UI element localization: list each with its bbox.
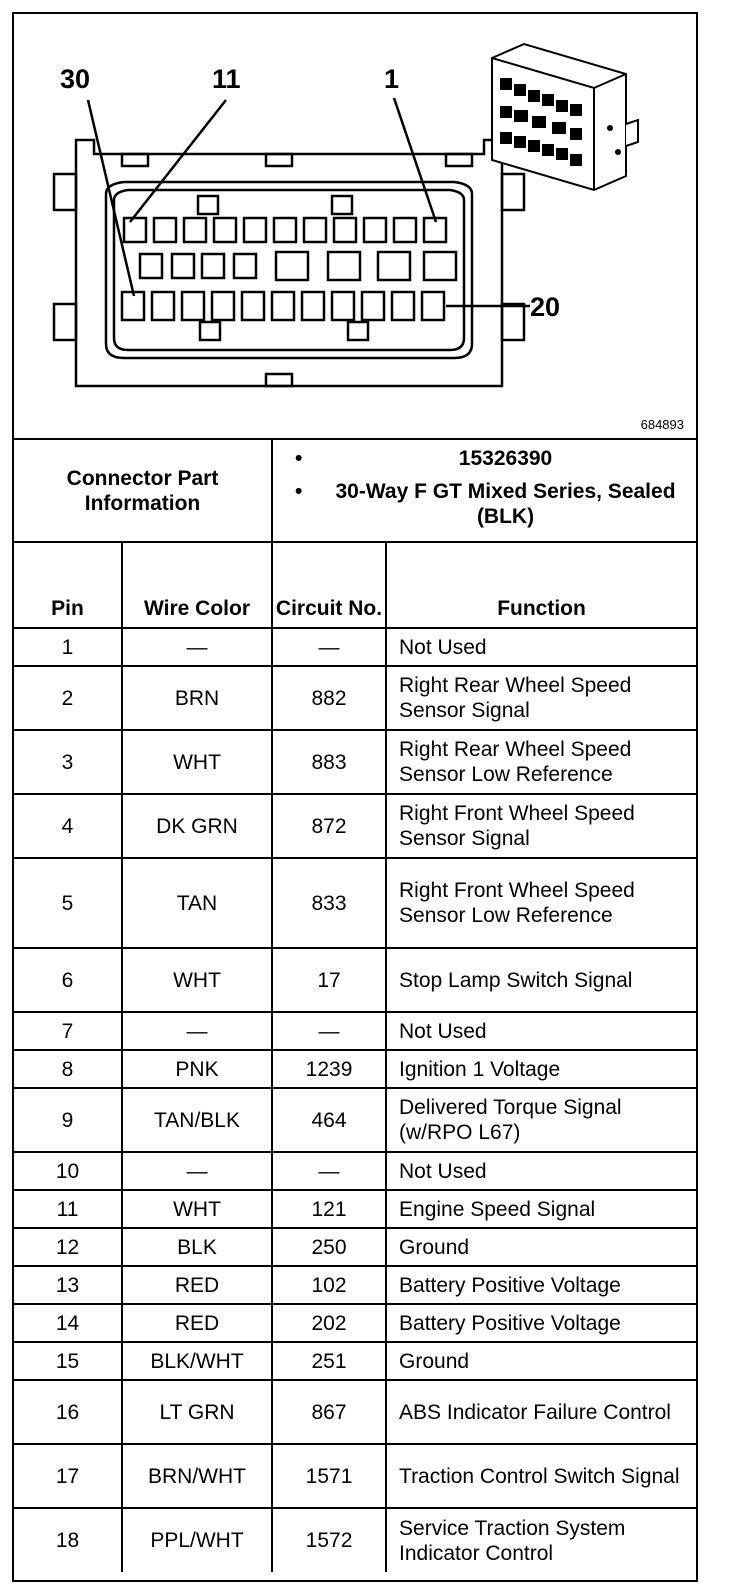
wire-color-cell: TAN/BLK — [122, 1088, 272, 1152]
callout-pin-20: 20 — [530, 292, 561, 322]
part-info-row — [14, 439, 696, 542]
pin-cell: 12 — [14, 1228, 122, 1266]
table-row — [14, 1190, 696, 1228]
wire-color-cell: — — [122, 1152, 272, 1190]
wire-color-cell: — — [122, 628, 272, 666]
table-row — [14, 948, 696, 1012]
function-cell: Right Rear Wheel Speed Sensor Signal — [386, 666, 696, 730]
circuit-no-cell: 883 — [272, 730, 386, 794]
table-row — [14, 858, 696, 948]
callout-pin-11: 11 — [212, 64, 241, 94]
header-function: Function — [386, 542, 696, 628]
connector-face-drawing — [14, 14, 696, 438]
wire-color-cell: — — [122, 1012, 272, 1050]
header-pin: Pin — [14, 542, 122, 628]
wire-color-cell: BRN — [122, 666, 272, 730]
table-row — [14, 1380, 696, 1444]
pin-cell: 13 — [14, 1266, 122, 1304]
wire-color-cell: WHT — [122, 730, 272, 794]
circuit-no-cell: — — [272, 628, 386, 666]
table-row — [14, 666, 696, 730]
circuit-no-cell: 202 — [272, 1304, 386, 1342]
function-cell: Delivered Torque Signal (w/RPO L67) — [386, 1088, 696, 1152]
pin-cell: 10 — [14, 1152, 122, 1190]
pin-cell: 15 — [14, 1342, 122, 1380]
header-wire-color: Wire Color — [122, 542, 272, 628]
connector-diagram — [14, 14, 696, 440]
pin-cell: 17 — [14, 1444, 122, 1508]
pin-cell: 11 — [14, 1190, 122, 1228]
wire-color-cell: WHT — [122, 948, 272, 1012]
table-row — [14, 1342, 696, 1380]
function-cell: Traction Control Switch Signal — [386, 1444, 696, 1508]
table-row — [14, 730, 696, 794]
wire-color-cell: DK GRN — [122, 794, 272, 858]
circuit-no-cell: — — [272, 1152, 386, 1190]
wire-color-cell: TAN — [122, 858, 272, 948]
wire-color-cell: BLK — [122, 1228, 272, 1266]
part-number: • 15326390 — [315, 446, 696, 471]
pin-cell: 18 — [14, 1508, 122, 1572]
figure-number: 684893 — [640, 417, 684, 432]
circuit-no-cell: — — [272, 1012, 386, 1050]
function-cell: Not Used — [386, 1152, 696, 1190]
table-row — [14, 1444, 696, 1508]
table-row — [14, 1012, 696, 1050]
table-row — [14, 1304, 696, 1342]
function-cell: Service Traction System Indicator Control — [386, 1508, 696, 1572]
circuit-no-cell: 882 — [272, 666, 386, 730]
table-row — [14, 794, 696, 858]
circuit-no-cell: 1239 — [272, 1050, 386, 1088]
table-row — [14, 1266, 696, 1304]
circuit-no-cell: 102 — [272, 1266, 386, 1304]
pin-cell: 14 — [14, 1304, 122, 1342]
wire-color-cell: PNK — [122, 1050, 272, 1088]
circuit-no-cell: 121 — [272, 1190, 386, 1228]
function-cell: Engine Speed Signal — [386, 1190, 696, 1228]
pinout-rows — [14, 628, 696, 1572]
function-cell: Ignition 1 Voltage — [386, 1050, 696, 1088]
table-row — [14, 628, 696, 666]
part-description: • 30-Way F GT Mixed Series, Sealed (BLK) — [315, 479, 696, 529]
function-cell: Not Used — [386, 1012, 696, 1050]
pin-cell: 7 — [14, 1012, 122, 1050]
wire-color-cell: BLK/WHT — [122, 1342, 272, 1380]
pin-cell: 1 — [14, 628, 122, 666]
pin-cell: 9 — [14, 1088, 122, 1152]
circuit-no-cell: 17 — [272, 948, 386, 1012]
circuit-no-cell: 250 — [272, 1228, 386, 1266]
circuit-no-cell: 872 — [272, 794, 386, 858]
wire-color-cell: RED — [122, 1266, 272, 1304]
circuit-no-cell: 833 — [272, 858, 386, 948]
function-cell: Ground — [386, 1342, 696, 1380]
pinout-table — [14, 438, 696, 1572]
function-cell: Battery Positive Voltage — [386, 1304, 696, 1342]
wire-color-cell: RED — [122, 1304, 272, 1342]
table-row — [14, 1152, 696, 1190]
pin-cell: 5 — [14, 858, 122, 948]
table-row — [14, 1508, 696, 1572]
header-circuit-no: Circuit No. — [272, 542, 386, 628]
function-cell: Battery Positive Voltage — [386, 1266, 696, 1304]
callout-pin-30: 30 — [60, 64, 91, 94]
pin-cell: 6 — [14, 948, 122, 1012]
function-cell: Stop Lamp Switch Signal — [386, 948, 696, 1012]
wire-color-cell: BRN/WHT — [122, 1444, 272, 1508]
pin-cell: 16 — [14, 1380, 122, 1444]
function-cell: Not Used — [386, 628, 696, 666]
circuit-no-cell: 1571 — [272, 1444, 386, 1508]
wire-color-cell: WHT — [122, 1190, 272, 1228]
circuit-no-cell: 251 — [272, 1342, 386, 1380]
pin-cell: 4 — [14, 794, 122, 858]
function-cell: Ground — [386, 1228, 696, 1266]
connector-sheet — [12, 12, 698, 1582]
circuit-no-cell: 867 — [272, 1380, 386, 1444]
wire-color-cell: PPL/WHT — [122, 1508, 272, 1572]
circuit-no-cell: 1572 — [272, 1508, 386, 1572]
part-info-details — [272, 439, 696, 542]
part-info-label: Connector Part Information — [14, 439, 272, 542]
pin-cell: 2 — [14, 666, 122, 730]
table-row — [14, 1228, 696, 1266]
table-row — [14, 1050, 696, 1088]
pin-cell: 3 — [14, 730, 122, 794]
pin-cell: 8 — [14, 1050, 122, 1088]
function-cell: Right Front Wheel Speed Sensor Signal — [386, 794, 696, 858]
table-header-row — [14, 542, 696, 628]
function-cell: ABS Indicator Failure Control — [386, 1380, 696, 1444]
wire-color-cell: LT GRN — [122, 1380, 272, 1444]
table-row — [14, 1088, 696, 1152]
function-cell: Right Front Wheel Speed Sensor Low Reference — [386, 858, 696, 948]
circuit-no-cell: 464 — [272, 1088, 386, 1152]
callout-pin-1: 1 — [384, 64, 400, 94]
function-cell: Right Rear Wheel Speed Sensor Low Reference — [386, 730, 696, 794]
